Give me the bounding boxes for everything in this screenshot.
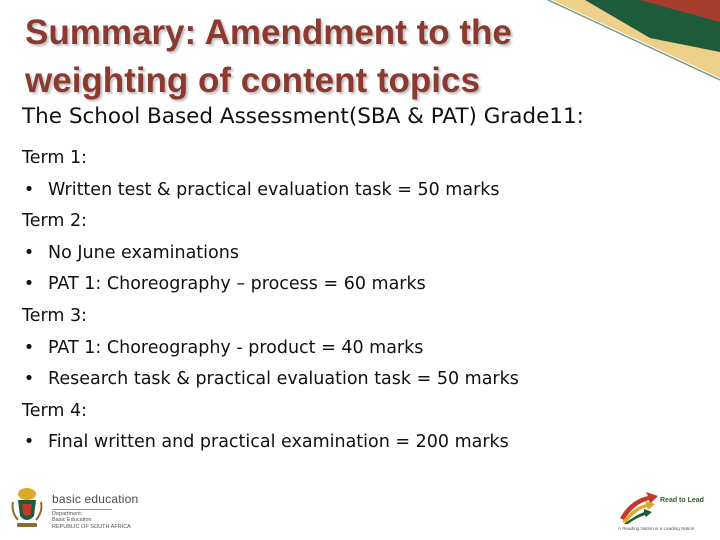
title-line-2: weighting of content topics xyxy=(25,61,480,100)
slide-title xyxy=(25,9,615,105)
slide-subtitle: The School Based Assessment(SBA & PAT) Grade11: xyxy=(22,104,584,129)
bullet-icon: • xyxy=(23,274,35,295)
brand-divider xyxy=(52,509,112,510)
bullet-text: PAT 1: Choreography - product = 40 marks xyxy=(48,337,424,358)
term-heading: Term 1: xyxy=(22,148,88,168)
read-to-lead-logo xyxy=(608,488,712,534)
bullet-icon: • xyxy=(23,432,35,453)
read-to-lead-tagline: A Reading Nation is a Leading Nation xyxy=(618,526,695,531)
book-arrows-icon xyxy=(618,490,662,524)
content-list xyxy=(22,143,519,459)
bullet-text: PAT 1: Choreography – process = 60 marks xyxy=(48,274,426,295)
coat-of-arms-icon xyxy=(10,486,44,530)
department-line: Department: xyxy=(52,511,83,517)
bullet-icon: • xyxy=(23,179,35,200)
brand-name: basic education xyxy=(52,492,139,506)
bullet-item xyxy=(22,269,519,301)
bullet-item xyxy=(22,333,519,365)
term-heading: Term 2: xyxy=(22,211,88,232)
basic-education-logo xyxy=(6,484,166,534)
bullet-text: Written test & practical evaluation task = 50 marks xyxy=(48,179,500,200)
bullet-item xyxy=(22,427,519,459)
bullet-text: Research task & practical evaluation task = 50 marks xyxy=(48,369,519,390)
department-line: REPUBLIC OF SOUTH AFRICA xyxy=(52,523,131,530)
term-heading: Term 3: xyxy=(22,305,88,326)
read-to-lead-label: Read to Lead xyxy=(660,497,704,504)
bullet-text: No June examinations xyxy=(48,242,239,263)
bullet-item xyxy=(22,364,519,396)
bullet-item xyxy=(22,238,519,270)
bullet-icon: • xyxy=(23,369,35,390)
bullet-text: Final written and practical examination = 200 marks xyxy=(48,432,509,453)
bullet-icon: • xyxy=(23,242,35,263)
title-line-1: Summary: Amendment to the xyxy=(25,13,512,52)
bullet-item xyxy=(22,175,519,207)
term-heading: Term 4: xyxy=(22,400,88,421)
bullet-icon: • xyxy=(23,337,35,358)
department-line: Basic Education xyxy=(52,517,92,524)
department-lines xyxy=(52,511,131,530)
